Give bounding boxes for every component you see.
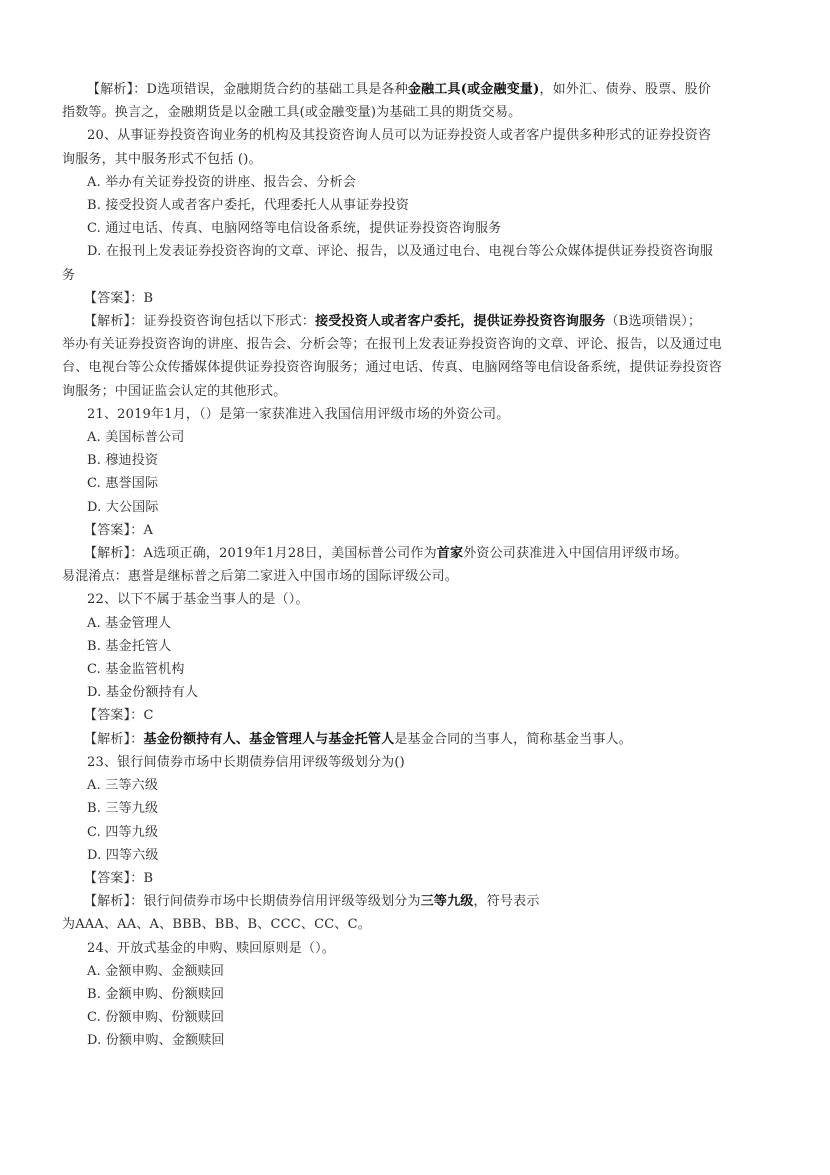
answer-line: 【答案】：C bbox=[84, 708, 154, 724]
option-c: C. 份额申购、份额赎回 bbox=[87, 1010, 225, 1026]
analysis-bold-text: 基金份额持有人、基金管理人与基金托管人 bbox=[143, 731, 395, 747]
option-b: B. 基金托管人 bbox=[87, 638, 172, 654]
analysis-text: ，如外汇、债券、股票、股价 bbox=[539, 82, 712, 97]
analysis-paragraph bbox=[62, 728, 768, 751]
analysis-text: 【解析】： bbox=[84, 731, 144, 747]
continuation-line: 询服务，其中服务形式不包括 ()。 bbox=[62, 151, 262, 167]
question-22: 22、以下不属于基金当事人的是（）。 bbox=[87, 592, 309, 608]
option-a: A. 举办有关证券投资的讲座、报告会、分析会 bbox=[87, 174, 357, 190]
option-a: A. 基金管理人 bbox=[87, 615, 172, 631]
continuation-line: 指数等。换言之，金融期货是以金融工具(或金融变量)为基础工具的期货交易。 bbox=[62, 105, 522, 121]
option-d: D. 基金份额持有人 bbox=[87, 685, 199, 701]
analysis-text: 是基金合同的当事人，简称基金当事人。 bbox=[394, 731, 632, 747]
question-20: 20、从事证券投资咨询业务的机构及其投资咨询人员可以为证券投资人或者客户提供多种形式的证券投资咨 bbox=[87, 128, 712, 144]
continuation-line: 询服务；中国证监会认定的其他形式。 bbox=[62, 383, 287, 399]
option-c: C. 通过电话、传真、电脑网络等电信设备系统，提供证券投资咨询服务 bbox=[87, 221, 502, 237]
analysis-bold-text: 接受投资人或者客户委托，提供证券投资咨询服务 bbox=[315, 314, 606, 330]
answer-line: 【答案】：B bbox=[84, 290, 154, 306]
question-23: 23、银行间债券市场中长期债券信用评级等级划分为() bbox=[87, 754, 405, 770]
document-page bbox=[62, 78, 768, 1053]
analysis-bold-text: 金融工具(或金融变量) bbox=[407, 82, 540, 97]
question-21: 21、2019年1月，（）是第一家获准进入我国信用评级市场的外资公司。 bbox=[87, 406, 510, 422]
answer-line: 【答案】：A bbox=[84, 522, 154, 538]
question-24: 24、开放式基金的申购、赎回原则是（）。 bbox=[87, 940, 336, 956]
option-d: D. 份额申购、金额赎回 bbox=[87, 1033, 225, 1049]
option-b: B. 三等九级 bbox=[87, 801, 159, 817]
option-a: A. 金额申购、金额赎回 bbox=[87, 963, 225, 979]
option-c: C. 惠誉国际 bbox=[87, 476, 159, 492]
option-d: D. 四等六级 bbox=[87, 847, 159, 863]
option-d: D. 在报刊上发表证券投资咨询的文章、评论、报告，以及通过电台、电视台等公众媒体提供证券投资咨询服 bbox=[87, 244, 714, 260]
analysis-paragraph bbox=[62, 890, 768, 913]
analysis-text: 【解析】：证券投资咨询包括以下形式： bbox=[84, 314, 316, 330]
option-a: A. 美国标普公司 bbox=[87, 430, 185, 446]
option-c: C. 四等九级 bbox=[87, 824, 159, 840]
continuation-line: 务 bbox=[62, 267, 76, 283]
option-c: C. 基金监管机构 bbox=[87, 662, 185, 678]
analysis-paragraph bbox=[62, 78, 768, 101]
option-b: B. 接受投资人或者客户委托，代理委托人从事证券投资 bbox=[87, 198, 410, 214]
continuation-line: 台、电视台等公众传播媒体提供证券投资咨询服务；通过电话、传真、电脑网络等电信设备系统，提供证券投资咨 bbox=[62, 360, 723, 376]
analysis-text: 外资公司获准进入中国信用评级市场。 bbox=[463, 546, 688, 562]
analysis-text: ，符号表示 bbox=[473, 894, 540, 910]
option-d: D. 大公国际 bbox=[87, 499, 159, 515]
analysis-text: 【解析】：银行间债券市场中长期债券信用评级等级划分为 bbox=[84, 894, 421, 910]
analysis-paragraph bbox=[62, 310, 768, 333]
analysis-bold-text: 三等九级 bbox=[420, 894, 474, 910]
answer-line: 【答案】：B bbox=[84, 870, 154, 886]
option-a: A. 三等六级 bbox=[87, 778, 159, 794]
analysis-paragraph bbox=[62, 542, 768, 565]
continuation-line: 举办有关证券投资咨询的讲座、报告会、分析会等；在报刊上发表证券投资咨询的文章、评论、报告，以及通过电 bbox=[62, 337, 723, 353]
continuation-line: 为AAA、AA、A、BBB、BB、B、CCC、CC、C。 bbox=[62, 917, 371, 933]
analysis-bold-text: 首家 bbox=[436, 546, 464, 562]
analysis-text: 【解析】：A选项正确，2019年1月28日，美国标普公司作为 bbox=[84, 546, 437, 562]
option-b: B. 穆迪投资 bbox=[87, 453, 159, 469]
analysis-text: （B选项错误）； bbox=[605, 314, 702, 330]
analysis-text: 【解析】：D选项错误，金融期货合约的基础工具是各种 bbox=[87, 82, 408, 97]
option-b: B. 金额申购、份额赎回 bbox=[87, 986, 225, 1002]
continuation-line: 易混淆点：惠誉是继标普之后第二家进入中国市场的国际评级公司。 bbox=[62, 569, 459, 585]
